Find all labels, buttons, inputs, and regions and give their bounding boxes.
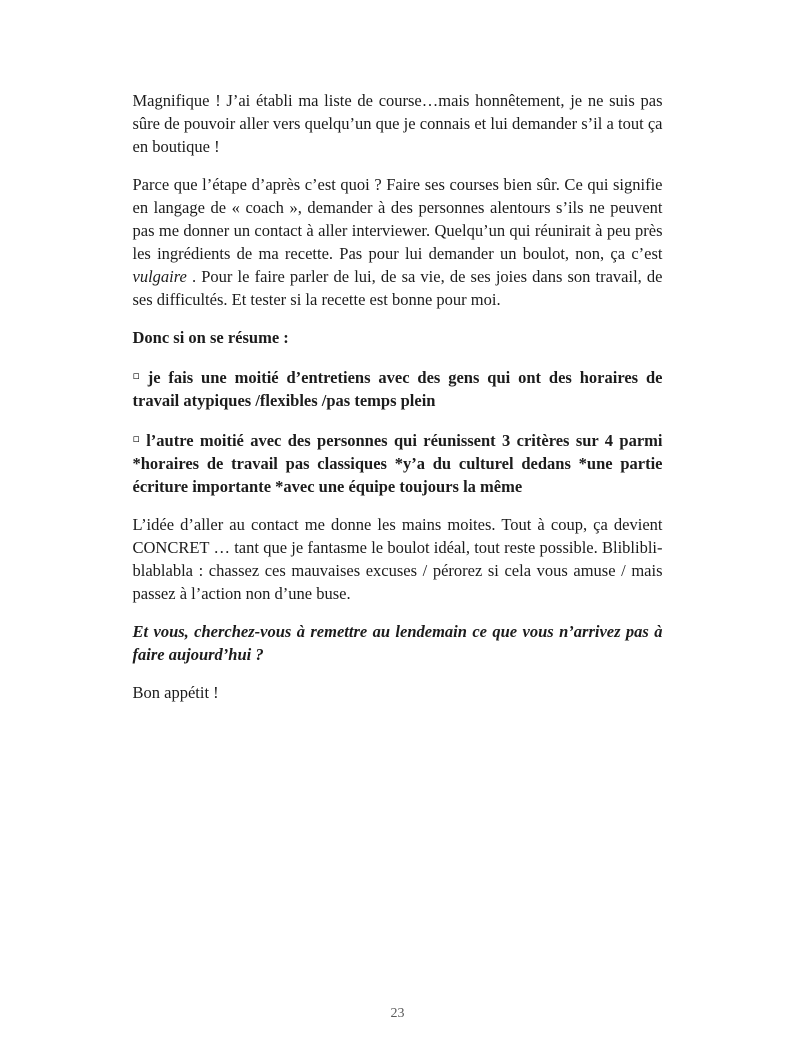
bullet-item-1	[133, 364, 663, 412]
closing-paragraph	[133, 681, 663, 704]
paragraph-intro-text: Magnifique ! J’ai établi ma liste de course…mais honnêtement, je ne suis pas sûre de pouvoir aller vers quelqu’un que je connais et lui demander s’il a tout ça en boutique !	[132, 91, 663, 156]
summary-heading	[133, 326, 663, 349]
text-block	[133, 0, 663, 704]
paragraph-explanation-text-start: Parce que l’étape d’après c’est quoi ? Faire ses courses bien sûr. Ce qui signifie en langage de « coach », demander à des personnes alentours s’ils ne peuvent pas me donner un contact à aller interviewer. Quelqu’un qui réunirait à peu près les ingrédients de ma recette. Pas pour lui demander un boulot, non, ça c’est	[132, 175, 663, 263]
page-number: 23	[390, 1006, 405, 1021]
paragraph-explanation	[133, 173, 663, 311]
square-bullet-icon: ▫	[132, 369, 144, 382]
question-paragraph-text: Et vous, cherchez-vous à remettre au lendemain ce que vous n’arrivez pas à faire aujourd’hui ?	[132, 622, 663, 664]
square-bullet-icon: ▫	[132, 432, 143, 445]
bullet-item-2-text: l’autre moitié avec des personnes qui réunissent 3 critères sur 4 parmi *horaires de travail pas classiques *y’a du culturel dedans *une partie écriture importante *avec une équipe toujours la même	[132, 431, 663, 496]
closing-paragraph-text: Bon appétit !	[132, 683, 219, 702]
paragraph-explanation-emphasis: vulgaire	[132, 267, 187, 286]
bullet-item-1-text: je fais une moitié d’entretiens avec des gens qui ont des horaires de travail atypiques /flexibles /pas temps plein	[132, 368, 663, 410]
summary-heading-text: Donc si on se résume :	[132, 328, 289, 347]
bullet-item-2	[133, 427, 663, 498]
paragraph-action-text: L’idée d’aller au contact me donne les mains moites. Tout à coup, ça devient CONCRET … tant que je fantasme le boulot idéal, tout reste possible. Bliblibli-blablabla : chassez ces mauvaises excuses / pérorez si cela vous amuse / mais passez à l’action non d’une buse.	[132, 515, 663, 603]
paragraph-intro	[133, 89, 663, 158]
paragraph-explanation-text-end: . Pour le faire parler de lui, de sa vie, de ses joies dans son travail, de ses difficultés. Et tester si la recette est bonne pour moi.	[132, 267, 663, 309]
question-paragraph	[133, 620, 663, 666]
paragraph-action	[133, 513, 663, 605]
